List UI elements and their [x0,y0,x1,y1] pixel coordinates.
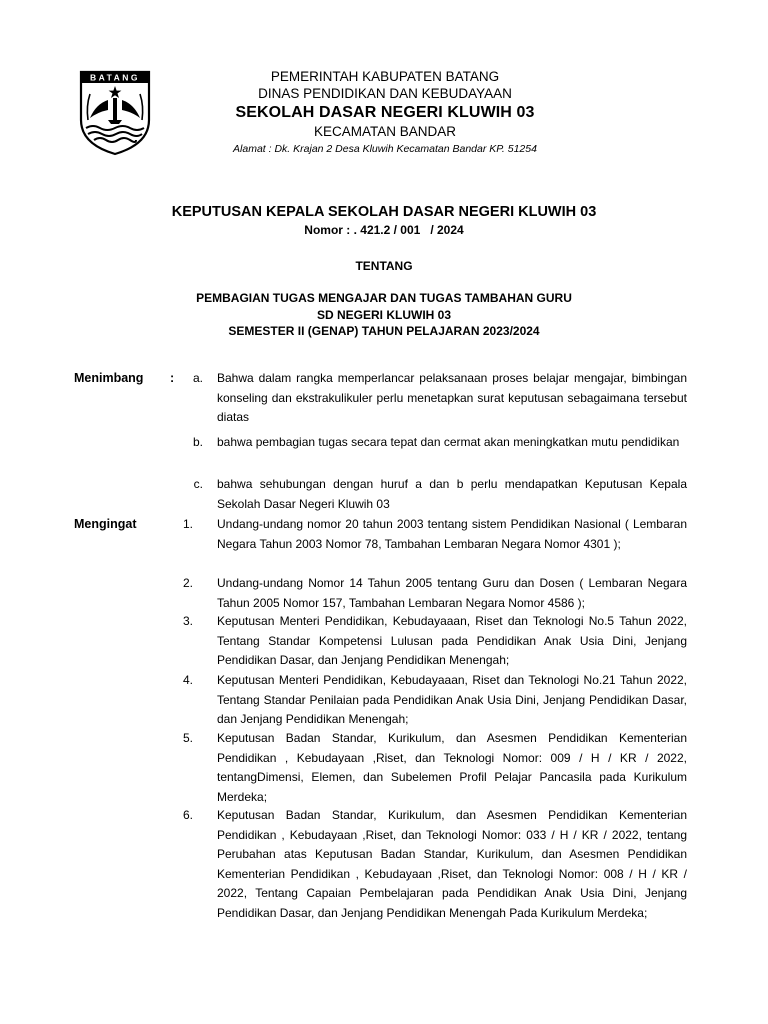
letterhead-district: KECAMATAN BANDAR [313,124,457,139]
mengingat-item-text: Keputusan Badan Standar, Kurikulum, dan Asesmen Pendidikan Kementerian Pendidikan , Kebudayaan ,Riset, dan Teknologi Nomor: 033 / H / KR / 2022, tentang Perubahan atas Keputusan Badan Standar, Kurikulum, dan Asesmen Pendidikan Kementerian Pendidikan , Kebudayaan ,Riset, dan Teknologi Nomor: 008 / H / KR / 2022, Tentang Capaian Pembelajaran pada Pendidikan Anak Usia Dini, Jenjang Pendidikan Dasar, dan Jenjang Pendidikan Menengah Pada Kurikulum Merdeka; [217,808,687,920]
menimbang-colon: : [170,371,175,385]
menimbang-item-mark: b. [192,435,203,449]
decree-number: Nomor : . 421.2 / 001 / 2024 [304,223,464,237]
mengingat-item-mark: 2. [182,576,193,590]
mengingat-item-text: Keputusan Badan Standar, Kurikulum, dan Asesmen Pendidikan Kementerian Pendidikan , Kebudayaan ,Riset, dan Teknologi Nomor: 009 / H / KR / 2022, tentangDimensi, Elemen, dan Subelemen Profil Pelajar Pancasila pada Kurikulum Merdeka; [217,731,687,804]
menimbang-item-mark: c. [193,477,203,491]
menimbang-item-text: bahwa pembagian tugas secara tepat dan cermat akan meningkatkan mutu pendidikan [217,435,680,449]
letterhead [190,68,580,158]
mengingat-item-text: Undang-undang nomor 20 tahun 2003 tentang sistem Pendidikan Nasional ( Lembaran Negara Tahun 2003 Nomor 78, Tambahan Lembaran Negara Nomor 4301 ); [217,517,687,551]
menimbang-item-text: bahwa sehubungan dengan huruf a dan b perlu mendapatkan Keputusan Kepala Sekolah Dasar Negeri Kluwih 03 [217,477,687,511]
mengingat-item-mark: 3. [182,614,193,628]
letterhead-address: Alamat : Dk. Krajan 2 Desa Kluwih Kecamatan Bandar KP. 51254 [233,143,537,155]
decree-about-heading: TENTANG [355,259,413,273]
menimbang-item-text: Bahwa dalam rangka memperlancar pelaksanaan proses belajar mengajar, bimbingan konseling dan ekstrakulikuler perlu menetapkan surat keputusan sebagaimana tersebut diatas [217,371,687,424]
mengingat-item-mark: 1. [182,517,193,531]
decree-subject-line-3: SEMESTER II (GENAP) TAHUN PELAJARAN 2023/2024 [228,324,540,338]
mengingat-item-text: Keputusan Menteri Pendidikan, Kebudayaaan, Riset dan Teknologi No.5 Tahun 2022, Tentang Standar Kompetensi Lulusan pada Pendidikan Anak Usia Dini, Jenjang Pendidikan Dasar, dan Jenjang Pendidikan Menengah; [217,614,687,667]
mengingat-label: Mengingat [74,517,137,531]
mengingat-item-mark: 6. [182,808,193,822]
mengingat-item-text: Undang-undang Nomor 14 Tahun 2005 tentang Guru dan Dosen ( Lembaran Negara Tahun 2005 Nomor 157, Tambahan Lembaran Negara Nomor 4586 ); [217,576,687,610]
decree-subject-line-2: SD NEGERI KLUWIH 03 [316,307,451,322]
letterhead-government: PEMERINTAH KABUPATEN BATANG [270,69,500,84]
decree-subject [0,290,768,340]
mengingat-item-text: Keputusan Menteri Pendidikan, Kebudayaaan, Riset dan Teknologi No.21 Tahun 2022, Tentang Standar Penilaian pada Pendidikan Anak Usia Dini, Jenjang Pendidikan Dasar, dan Jenjang Pendidikan Menengah; [217,673,687,726]
mengingat-item-mark: 4. [182,673,193,687]
menimbang-item-mark: a. [192,371,203,385]
mengingat-item-mark: 5. [182,731,193,745]
emblem-text: BATANG [89,72,141,83]
letterhead-department: DINAS PENDIDIKAN DAN KEBUDAYAAN [258,86,512,101]
decree-subject-line-1: PEMBAGIAN TUGAS MENGAJAR DAN TUGAS TAMBAHAN GURU [196,291,572,305]
menimbang-label: Menimbang [74,371,144,385]
letterhead-school-name: SEKOLAH DASAR NEGERI KLUWIH 03 [235,104,535,121]
decree-title: KEPUTUSAN KEPALA SEKOLAH DASAR NEGERI KLUWIH 03 [171,204,597,220]
batang-regency-emblem [78,70,152,156]
